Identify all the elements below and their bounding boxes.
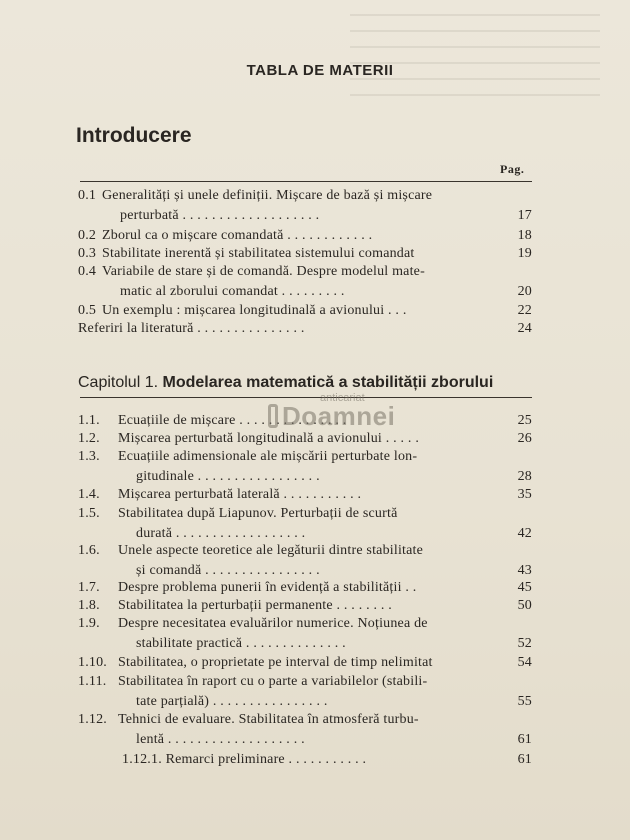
entry-number: 0.4 — [78, 264, 97, 279]
entry-number: 0.1 — [78, 188, 97, 203]
entry-line: Stabilitate inerentă și stabilitatea sistemului comandat — [102, 246, 415, 261]
entry-number: 1.7. — [78, 580, 100, 595]
entry-title — [102, 227, 492, 247]
entry-line: Zborul ca o mișcare comandată . . . . . . . . . . . . — [102, 228, 373, 243]
entry-line: durată . . . . . . . . . . . . . . . . . . — [136, 525, 306, 541]
entry-title — [118, 615, 492, 654]
entry-line: lentă . . . . . . . . . . . . . . . . . . . — [136, 731, 305, 747]
intro-heading: Introducere — [76, 124, 192, 147]
entry-line: Mișcarea perturbată laterală . . . . . . . . . . . — [118, 487, 362, 502]
toc-entry — [78, 263, 532, 302]
toc-entry — [78, 320, 532, 340]
entry-line: Stabilitatea la perturbații permanente . . . . . . . . — [118, 598, 392, 613]
entry-number: 1.3. — [78, 449, 100, 464]
entry-line: tate parțială) . . . . . . . . . . . . . . . . — [136, 693, 328, 709]
entry-number: 1.5. — [78, 506, 100, 521]
entry-line: și comandă . . . . . . . . . . . . . . . . — [136, 562, 320, 578]
toc-entry — [78, 245, 532, 265]
entry-title — [118, 430, 492, 450]
entry-number: 0.5 — [78, 303, 97, 318]
entry-page: 19 — [517, 246, 532, 261]
toc-entry — [78, 187, 532, 226]
toc-entry — [78, 597, 532, 617]
entry-title — [118, 542, 492, 581]
entry-number: 1.10. — [78, 655, 107, 670]
entry-number: 1.2. — [78, 431, 100, 446]
entry-number: 1.8. — [78, 598, 100, 613]
entry-title — [118, 579, 492, 599]
entry-page: 55 — [517, 693, 532, 709]
entry-line: Despre necesitatea evaluărilor numerice. Noțiunea de — [118, 616, 428, 631]
entry-page: 28 — [517, 468, 532, 484]
entry-line: Referiri la literatură . . . . . . . . . . . . . . . — [78, 321, 305, 336]
entry-line: Unele aspecte teoretice ale legăturii dintre stabilitate — [118, 543, 424, 558]
page-column-label: Pag. — [500, 162, 525, 176]
toc-entry — [78, 486, 532, 506]
entry-page: 45 — [517, 580, 532, 595]
entry-line: Ecuațiile de mișcare . . . . . . . . . . . . . . . — [118, 413, 347, 428]
entry-line: Stabilitatea în raport cu o parte a variabilelor (stabili- — [118, 674, 428, 689]
toc-entry — [78, 579, 532, 599]
entry-title — [118, 654, 492, 674]
page-title: TABLA DE MATERII — [246, 62, 394, 79]
entry-title — [118, 505, 492, 544]
entry-line: Stabilitatea după Liapunov. Perturbații de scurtă — [118, 506, 398, 521]
entry-page: 43 — [517, 562, 532, 578]
entry-page: 20 — [517, 283, 532, 299]
toc-entry — [78, 430, 532, 450]
toc-entry — [78, 448, 532, 487]
toc-entry — [78, 751, 532, 771]
entry-line: Tehnici de evaluare. Stabilitatea în atmosferă turbu- — [118, 712, 419, 727]
entry-number: 1.11. — [78, 674, 107, 689]
toc-entry — [78, 542, 532, 581]
entry-page: 54 — [517, 655, 532, 670]
entry-line: Variabile de stare și de comandă. Despre modelul mate- — [102, 264, 425, 279]
toc-entry — [78, 711, 532, 750]
entry-number: 1.6. — [78, 543, 100, 558]
toc-entry — [78, 302, 532, 322]
entry-number: 1.9. — [78, 616, 100, 631]
entry-page: 52 — [517, 635, 532, 651]
entry-page: 61 — [517, 731, 532, 747]
entry-page: 26 — [517, 431, 532, 446]
entry-title — [118, 673, 492, 712]
toc-entry — [78, 412, 532, 432]
entry-title — [118, 412, 492, 432]
chapter-rule — [80, 397, 532, 398]
chapter-title: Modelarea matematică a stabilității zborului — [162, 374, 494, 391]
bleed-through-text — [350, 0, 600, 110]
entry-title — [78, 320, 492, 340]
entry-line: perturbată . . . . . . . . . . . . . . . . . . . — [120, 207, 320, 223]
entry-title — [122, 751, 492, 771]
entry-page: 18 — [517, 228, 532, 243]
entry-number: 0.3 — [78, 246, 97, 261]
entry-title — [118, 597, 492, 617]
entry-page: 61 — [517, 752, 532, 767]
entry-page: 35 — [517, 487, 532, 502]
entry-line: gitudinale . . . . . . . . . . . . . . . . . — [136, 468, 320, 484]
entry-line: stabilitate practică . . . . . . . . . . . . . . — [136, 635, 346, 651]
entry-number: 0.2 — [78, 228, 97, 243]
toc-entry — [78, 673, 532, 712]
entry-page: 25 — [517, 413, 532, 428]
entry-line: Ecuațiile adimensionale ale mișcării perturbate lon- — [118, 449, 418, 464]
entry-number: 1.4. — [78, 487, 100, 502]
entry-title — [102, 187, 492, 226]
toc-entry — [78, 227, 532, 247]
toc-entry — [78, 654, 532, 674]
entry-line: matic al zborului comandat . . . . . . . . . — [120, 283, 345, 299]
toc-entry — [78, 505, 532, 544]
entry-number: 1.12. — [78, 712, 107, 727]
entry-number: 1.1. — [78, 413, 100, 428]
entry-title — [102, 263, 492, 302]
entry-title — [118, 448, 492, 487]
entry-page: 22 — [517, 303, 532, 318]
toc-entry — [78, 615, 532, 654]
chapter-heading — [78, 374, 493, 392]
entry-page: 17 — [517, 207, 532, 223]
entry-title — [118, 711, 492, 750]
entry-line: Despre problema punerii în evidență a stabilității . . — [118, 580, 417, 595]
watermark-big-text: Doamnei — [282, 401, 396, 431]
entry-line: Un exemplu : mișcarea longitudinală a avionului . . . — [102, 303, 407, 318]
entry-title — [102, 245, 492, 265]
watermark-small-text: anticariat — [320, 392, 365, 404]
entry-page: 50 — [517, 598, 532, 613]
chapter-prefix: Capitolul 1. — [78, 374, 159, 391]
entry-line: Generalități și unele definiții. Mișcare de bază și mișcare — [102, 188, 433, 203]
entry-line: 1.12.1. Remarci preliminare . . . . . . . . . . . — [122, 752, 367, 767]
entry-title — [118, 486, 492, 506]
entry-title — [102, 302, 492, 322]
entry-line: Stabilitatea, o proprietate pe interval de timp nelimitat — [118, 655, 433, 670]
entry-page: 24 — [517, 321, 532, 336]
header-rule — [80, 181, 532, 182]
entry-page: 42 — [517, 525, 532, 541]
entry-line: Mișcarea perturbată longitudinală a avionului . . . . . — [118, 431, 420, 446]
